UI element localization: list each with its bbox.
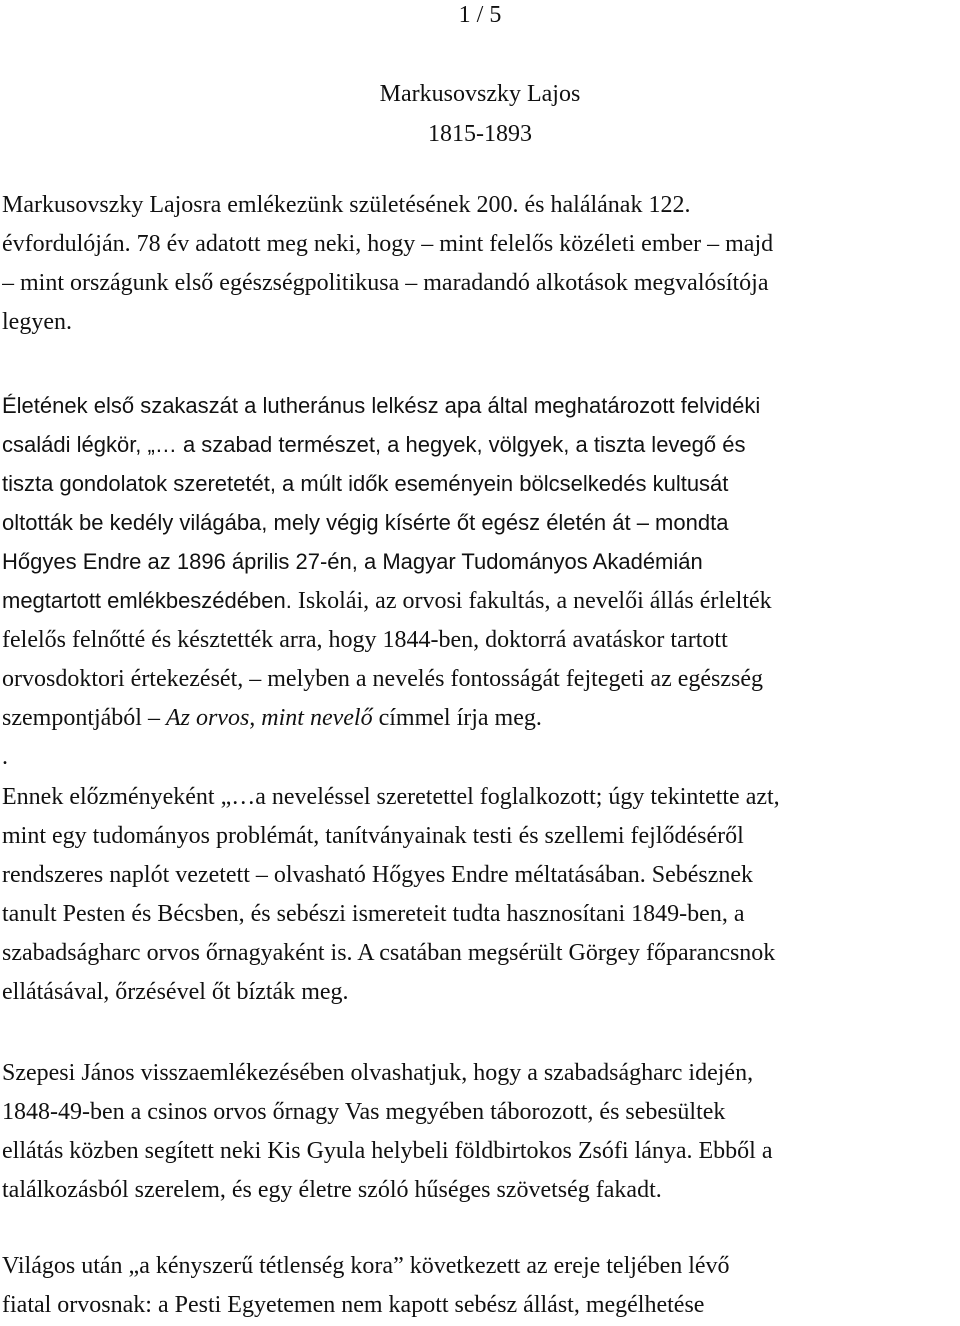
document-title [0, 74, 960, 154]
text-line: Életének első szakaszát a lutheránus lelkész apa által meghatározott felvidéki [2, 393, 761, 418]
text-line: mint egy tudományos problémát, tanítványainak testi és szellemi fejlődéséről [2, 823, 744, 849]
text-line: oltották be kedély világába, mely végig kísérte őt egész életén át – mondta [2, 510, 729, 535]
text-line: 1848-49-ben a csinos orvos őrnagy Vas megyében táborozott, és sebesültek [2, 1099, 726, 1125]
text-line: családi légkör, „… a szabad természet, a hegyek, völgyek, a tiszta levegő és [2, 432, 746, 457]
text-line: Markusovszky Lajosra emlékezünk születésének 200. és halálának 122. [2, 192, 691, 218]
text-line: orvosdoktori értekezését, – melyben a nevelés fontosságát fejtegeti az egészség [2, 666, 764, 692]
text-line: fiatal orvosnak: a Pesti Egyetemen nem kapott sebész állást, megélhetése [2, 1292, 705, 1318]
paragraph-memoir [2, 1054, 952, 1210]
thesis-title: Az orvos, mint nevelő [165, 705, 373, 731]
paragraph-education [2, 778, 952, 1012]
text-line [2, 581, 952, 621]
paragraph-after-vilagos [2, 1247, 952, 1325]
text-line: legyen. [2, 309, 72, 335]
text-segment: címmel írja meg. [372, 705, 542, 731]
text-line: Világos után „a kényszerű tétlenség kora” következett az ereje teljében lévő [2, 1253, 730, 1279]
text-line: Szepesi János visszaemlékezésében olvashatjuk, hogy a szabadságharc idején, [2, 1060, 754, 1086]
title-years: 1815-1893 [428, 121, 532, 147]
text-line: tanult Pesten és Bécsben, és sebészi ismereteit tudta hasznosítani 1849-ben, a [2, 901, 745, 927]
text-line: Hőgyes Endre az 1896 április 27-én, a Magyar Tudományos Akadémián [2, 549, 703, 574]
text-line: tiszta gondolatok szeretetét, a múlt idők eseményein bölcselkedés kultusát [2, 471, 729, 496]
paragraph-intro [2, 186, 952, 342]
text-line: Ennek előzményeként „…a neveléssel szeretettel foglalkozott; úgy tekintette azt, [2, 784, 780, 810]
text-line: . [2, 744, 8, 770]
text-segment: szempontjából – [2, 705, 166, 731]
page-number: 1 / 5 [458, 2, 502, 28]
text-line: felelős felnőtté és késztették arra, hogy 1844-ben, doktorrá avatáskor tartott [2, 627, 728, 653]
text-segment: Iskolái, az orvosi fakultás, a nevelői állás érlelték [291, 588, 772, 614]
text-line: ellátásával, őrzésével őt bízták meg. [2, 979, 349, 1005]
text-line: rendszeres naplót vezetett – olvasható Hőgyes Endre méltatásában. Sebésznek [2, 862, 754, 888]
text-line: találkozásból szerelem, és egy életre szóló hűséges szövetség fakadt. [2, 1177, 662, 1203]
title-name: Markusovszky Lajos [379, 81, 581, 107]
text-line: ellátás közben segített neki Kis Gyula helybeli földbirtokos Zsófi lánya. Ebből a [2, 1138, 773, 1164]
text-line: szabadságharc orvos őrnagyaként is. A csatában megsérült Görgey főparancsnok [2, 940, 776, 966]
paragraph-early-life [2, 386, 952, 777]
text-line: – mint országunk első egészségpolitikusa – maradandó alkotások megvalósítója [2, 270, 769, 296]
text-line: évfordulóján. 78 év adatott meg neki, hogy – mint felelős közéleti ember – majd [2, 231, 774, 257]
text-line [2, 699, 952, 738]
text-segment: megtartott emlékbeszédében. [2, 588, 292, 613]
